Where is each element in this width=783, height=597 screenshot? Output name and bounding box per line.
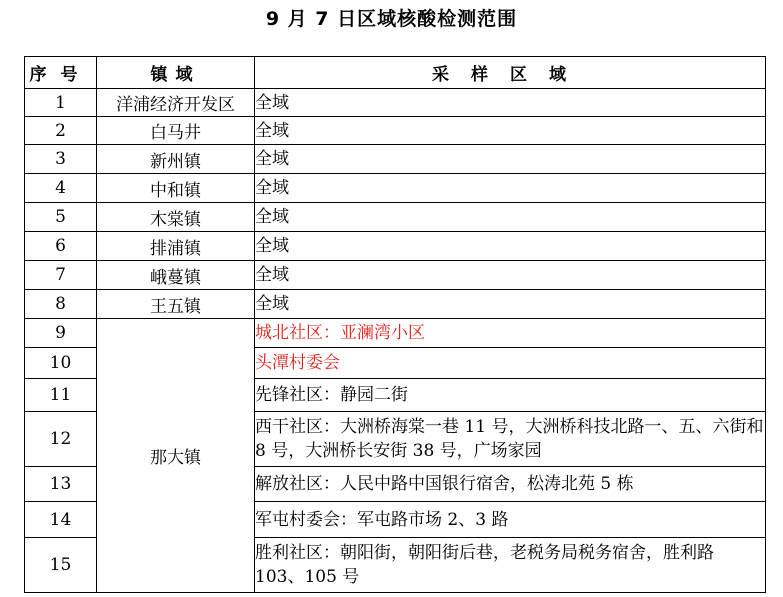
row-town: 中和镇	[97, 174, 255, 203]
header-town: 镇域	[97, 57, 255, 89]
sampling-scope-table	[24, 56, 766, 593]
row-area: 全域	[255, 145, 766, 174]
row-area: 军屯村委会：军屯路市场 2、3 路	[255, 502, 766, 538]
row-area: 全域	[255, 290, 766, 319]
row-area: 胜利社区：朝阳街，朝阳街后巷，老税务局税务宿舍，胜利路 103、105 号	[255, 538, 766, 593]
row-town: 新州镇	[97, 145, 255, 174]
header-sampling-area: 采样区域	[255, 57, 766, 89]
row-area: 全域	[255, 232, 766, 261]
row-number: 12	[25, 412, 97, 467]
row-area: 全域	[255, 261, 766, 290]
row-number: 8	[25, 290, 97, 319]
row-number: 2	[25, 117, 97, 145]
table-row	[25, 174, 766, 203]
row-number: 11	[25, 379, 97, 412]
row-number: 6	[25, 232, 97, 261]
row-number: 5	[25, 203, 97, 232]
row-number: 15	[25, 538, 97, 593]
row-area: 全域	[255, 174, 766, 203]
row-town: 木棠镇	[97, 203, 255, 232]
table-row	[25, 117, 766, 145]
row-number: 1	[25, 89, 97, 117]
row-number: 13	[25, 467, 97, 502]
table-row	[25, 145, 766, 174]
row-area: 全域	[255, 117, 766, 145]
table-row	[25, 232, 766, 261]
table-row	[25, 89, 766, 117]
row-number: 10	[25, 348, 97, 379]
document-title: 9 月 7 日区域核酸检测范围	[265, 8, 518, 30]
row-town-merged: 那大镇	[97, 319, 255, 593]
row-town: 王五镇	[97, 290, 255, 319]
table-row	[25, 203, 766, 232]
row-town: 排浦镇	[97, 232, 255, 261]
row-area: 全域	[255, 203, 766, 232]
table-header-row	[25, 57, 766, 89]
row-town: 白马井	[97, 117, 255, 145]
row-number: 4	[25, 174, 97, 203]
table-row	[25, 261, 766, 290]
row-number: 7	[25, 261, 97, 290]
row-number: 9	[25, 319, 97, 348]
row-town: 峨蔓镇	[97, 261, 255, 290]
row-area: 西干社区：大洲桥海棠一巷 11 号，大洲桥科技北路一、五、六街和 8 号，大洲桥长安街 38 号，广场家园	[255, 412, 766, 467]
table-row	[25, 290, 766, 319]
header-serial-number: 序号	[25, 57, 97, 89]
row-number: 14	[25, 502, 97, 538]
row-area-highlighted: 城北社区：亚澜湾小区	[255, 319, 766, 348]
table-row	[25, 319, 766, 348]
row-area: 全域	[255, 89, 766, 117]
row-town: 洋浦经济开发区	[97, 89, 255, 117]
row-number: 3	[25, 145, 97, 174]
row-area: 解放社区：人民中路中国银行宿舍，松涛北苑 5 栋	[255, 467, 766, 502]
row-area: 先锋社区：静园二街	[255, 379, 766, 412]
row-area-highlighted: 头潭村委会	[255, 348, 766, 379]
